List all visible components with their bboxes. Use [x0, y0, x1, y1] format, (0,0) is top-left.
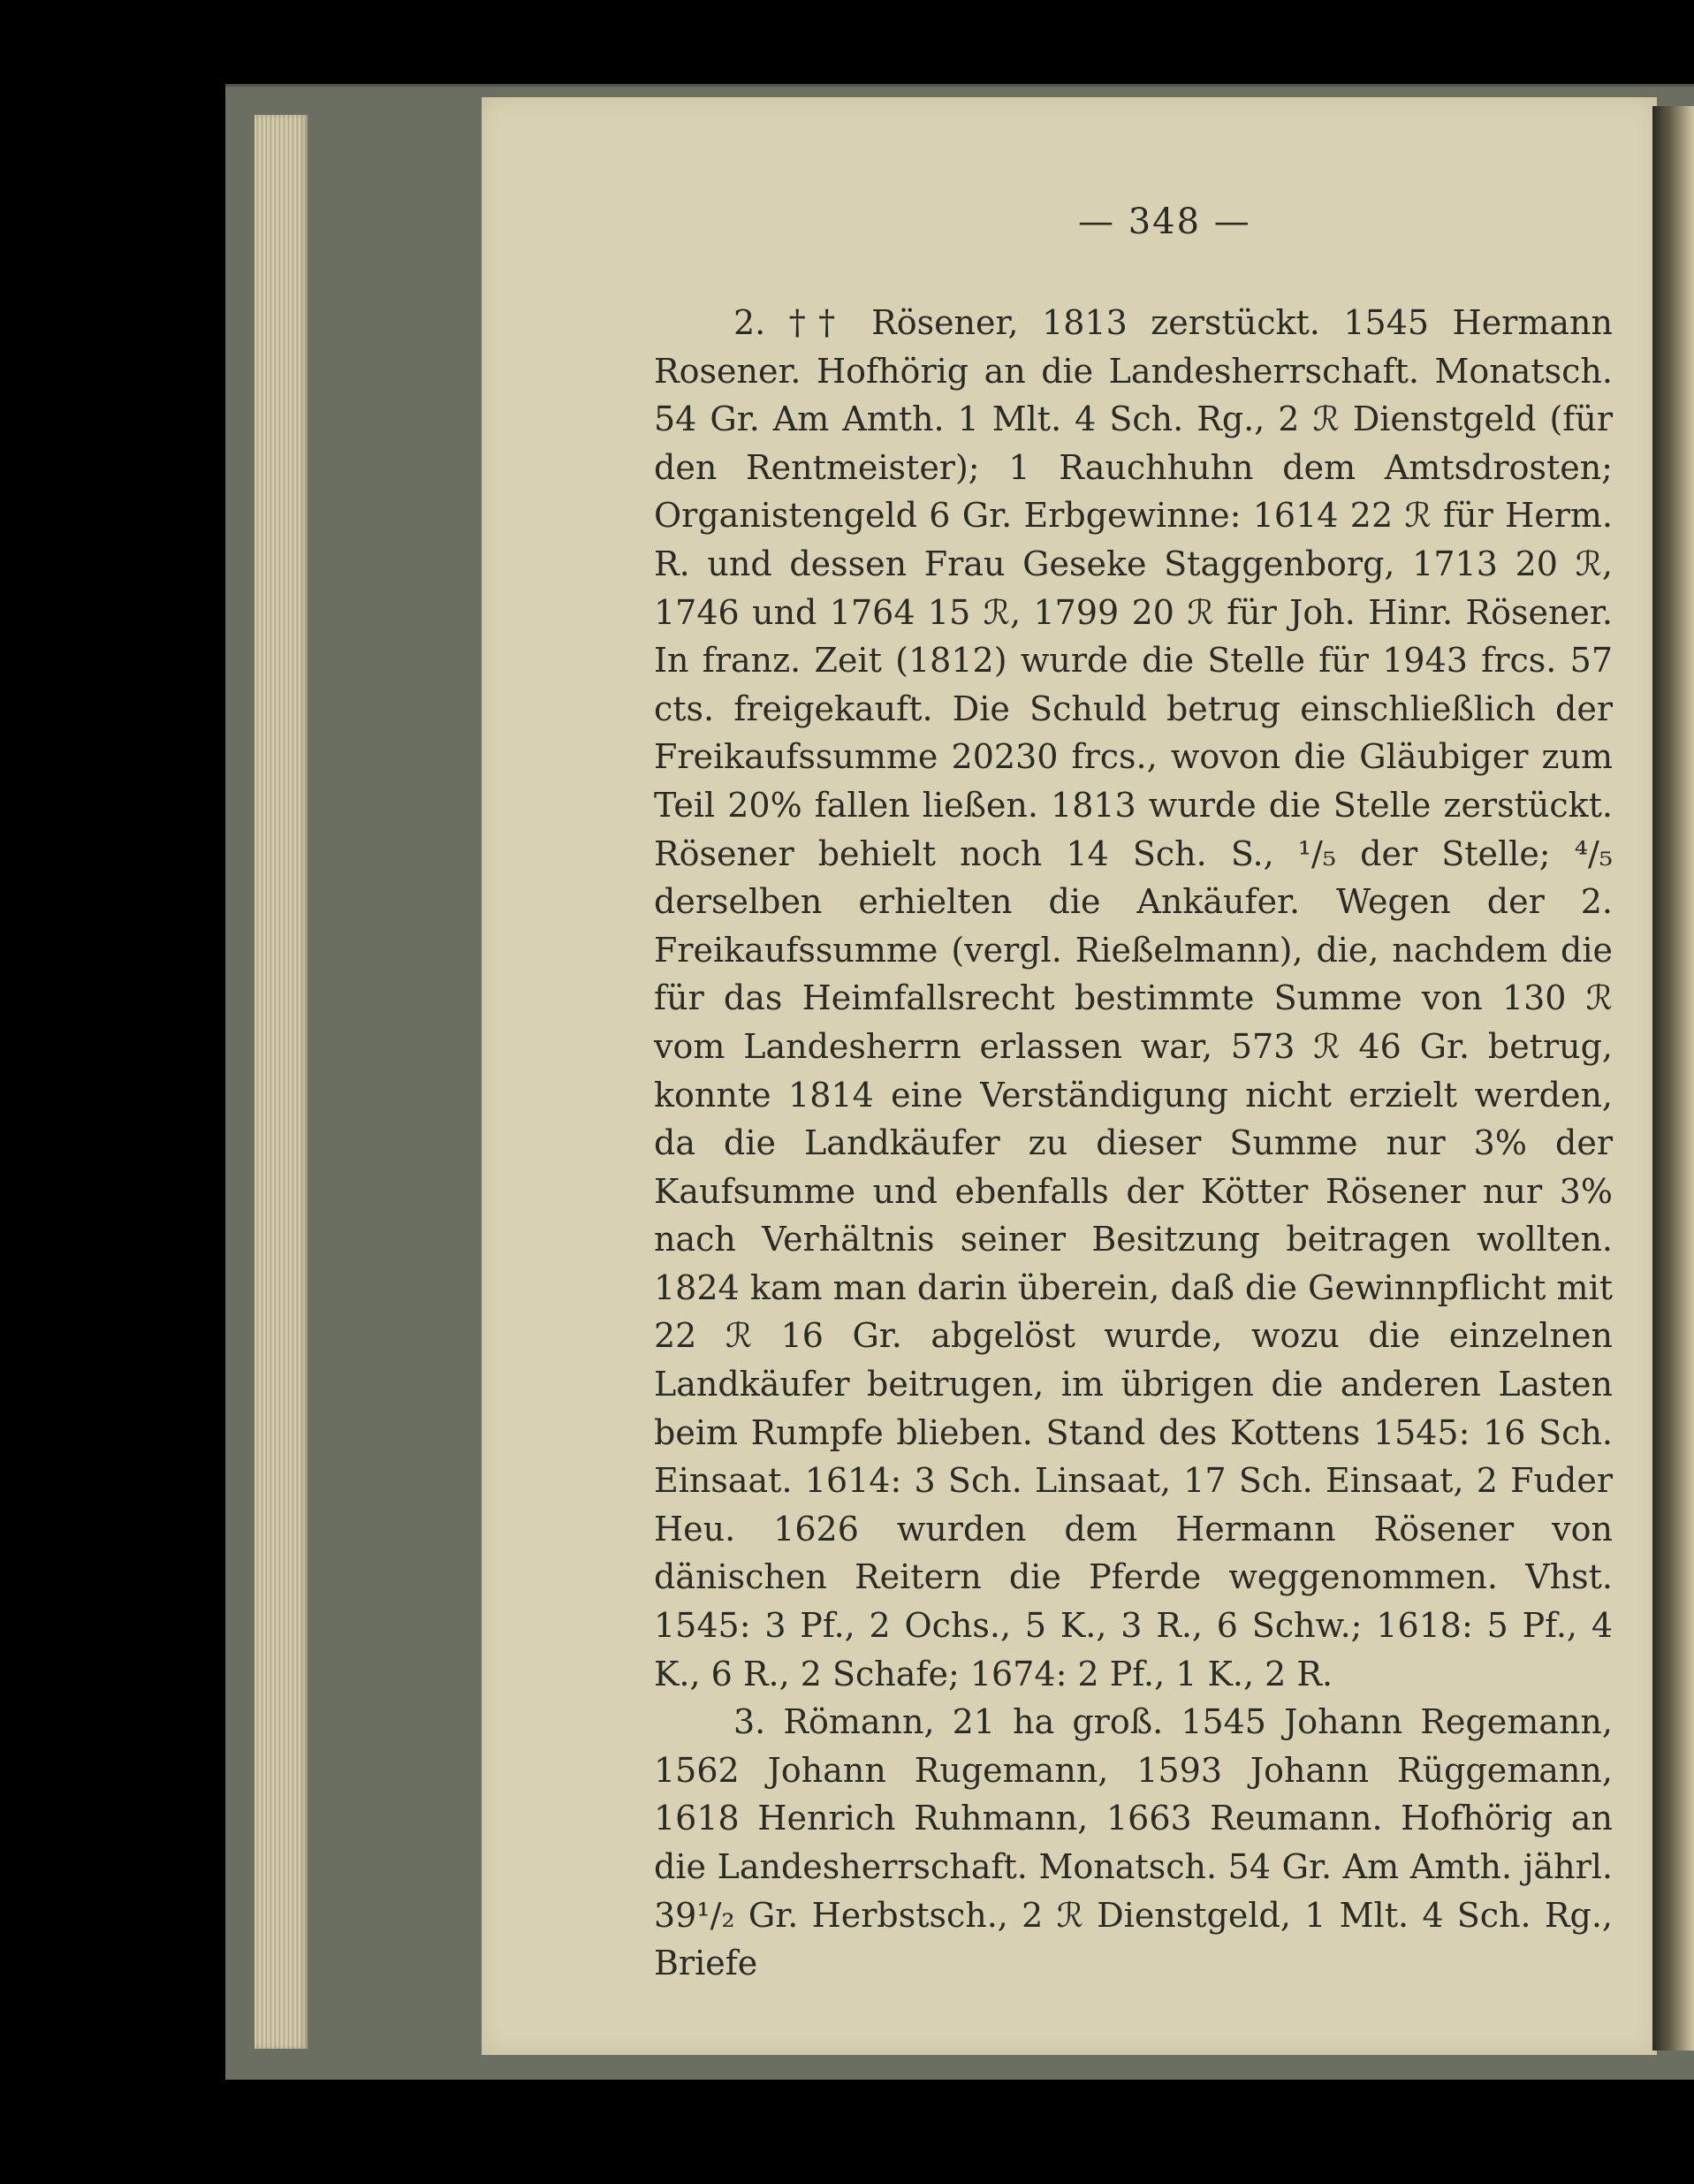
book-gutter — [1652, 106, 1694, 2051]
page-body — [654, 299, 1613, 1988]
page-number: — 348 — — [1078, 202, 1251, 242]
page-edges — [254, 115, 308, 2049]
paragraph-roemann: 3. Römann, 21 ha groß. 1545 Johann Regemann, 1562 Johann Rugemann, 1593 Johann Rüggemann, 1618 Henrich Ruhmann, 1663 Reumann. Hofhörig an die Landesherrschaft. Monatsch. 54 Gr. Am Amth. jährl. 39¹/₂ Gr. Herbstsch., 2 ℛ Dienstgeld, 1 Mlt. 4 Sch. Rg., Briefe — [654, 1702, 1613, 1983]
paragraph-roesener: 2. †† Rösener, 1813 zerstückt. 1545 Hermann Rosener. Hofhörig an die Landesherrschaft. Monatsch. 54 Gr. Am Amth. 1 Mlt. 4 Sch. Rg., 2 ℛ Dienstgeld (für den Rentmeister); 1 Rauchhuhn dem Amtsdrosten; Organistengeld 6 Gr. Erbgewinne: 1614 22 ℛ für Herm. R. und dessen Frau Geseke Staggenborg, 1713 20 ℛ, 1746 und 1764 15 ℛ, 1799 20 ℛ für Joh. Hinr. Rösener. In franz. Zeit (1812) wurde die Stelle für 1943 frcs. 57 cts. freigekauft. Die Schuld betrug einschließlich der Freikaufssumme 20230 frcs., wovon die Gläubiger zum Teil 20% fallen ließen. 1813 wurde die Stelle zerstückt. Rösener behielt noch 14 Sch. S., ¹/₅ der Stelle; ⁴/₅ derselben erhielten die Ankäufer. Wegen der 2. Freikaufssumme (vergl. Rießelmann), die, nachdem die für das Heimfallsrecht bestimmte Summe von 130 ℛ vom Landesherrn erlassen war, 573 ℛ 46 Gr. betrug, konnte 1814 eine Verständigung nicht erzielt werden, da die Landkäufer zu dieser Summe nur 3% der Kaufsumme und ebenfalls der Kötter Rösener nur 3% nach Verhältnis seiner Besitzung beitragen wollten. 1824 kam man darin überein, daß die Gewinnpflicht mit 22 ℛ 16 Gr. abgelöst wurde, wozu die einzelnen Landkäufer beitrugen, im übrigen die anderen Lasten beim Rumpfe blieben. Stand des Kottens 1545: 16 Sch. Einsaat. 1614: 3 Sch. Linsaat, 17 Sch. Einsaat, 2 Fuder Heu. 1626 wurden dem Hermann Rösener von dänischen Reitern die Pferde weggenommen. Vhst. 1545: 3 Pf., 2 Ochs., 5 K., 3 R., 6 Schw.; 1618: 5 Pf., 4 K., 6 R., 2 Schafe; 1674: 2 Pf., 1 K., 2 R. — [654, 303, 1613, 1693]
